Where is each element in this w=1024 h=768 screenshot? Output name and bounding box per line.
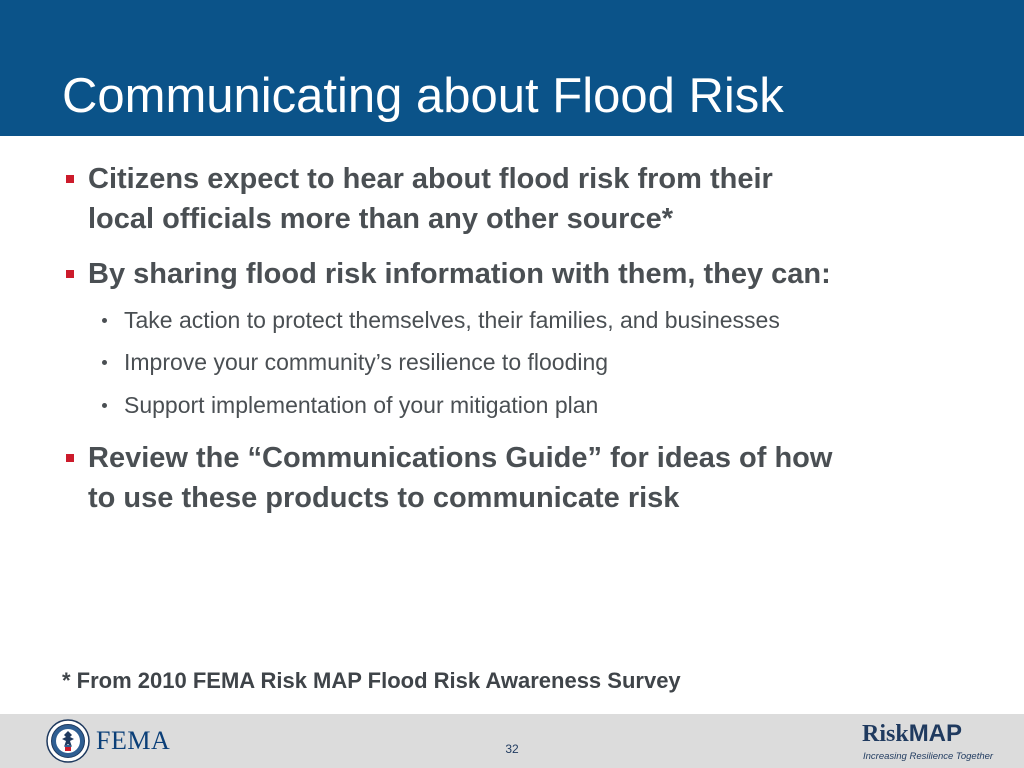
bullet-dot-icon	[102, 360, 107, 365]
bullet-square-icon	[66, 270, 74, 278]
riskmap-logo	[862, 720, 994, 762]
footnote: * From 2010 FEMA Risk MAP Flood Risk Awareness Survey	[62, 668, 681, 693]
bullet-line: Review the “Communications Guide” for ideas of how	[88, 442, 833, 474]
page-number: 32	[505, 742, 519, 756]
sub-bullet-text: Improve your community’s resilience to flooding	[124, 349, 609, 375]
riskmap-tagline: Increasing Resilience Together	[863, 751, 994, 762]
bullet-line: Citizens expect to hear about flood risk from their	[88, 163, 773, 195]
bullet-line: By sharing flood risk information with them, they can:	[88, 258, 831, 290]
bullet-square-icon	[66, 454, 74, 462]
bullet-dot-icon	[102, 318, 107, 323]
fema-logo-text: FEMA	[96, 726, 171, 755]
riskmap-logo-risk: Risk	[862, 721, 909, 747]
title-bar	[0, 0, 1024, 136]
sub-bullet-text: Support implementation of your mitigation plan	[124, 392, 599, 418]
riskmap-logo-map: MAP	[908, 720, 963, 747]
bullet-line: local officials more than any other source*	[88, 203, 673, 235]
sub-bullet-text: Take action to protect themselves, their families, and businesses	[124, 307, 780, 333]
footer-bar	[0, 714, 1024, 768]
bullet-dot-icon	[102, 403, 107, 408]
slide-title: Communicating about Flood Risk	[62, 69, 784, 123]
bullet-line: to use these products to communicate risk	[88, 482, 680, 514]
dhs-seal-icon	[46, 719, 90, 763]
bullet-square-icon	[66, 175, 74, 183]
